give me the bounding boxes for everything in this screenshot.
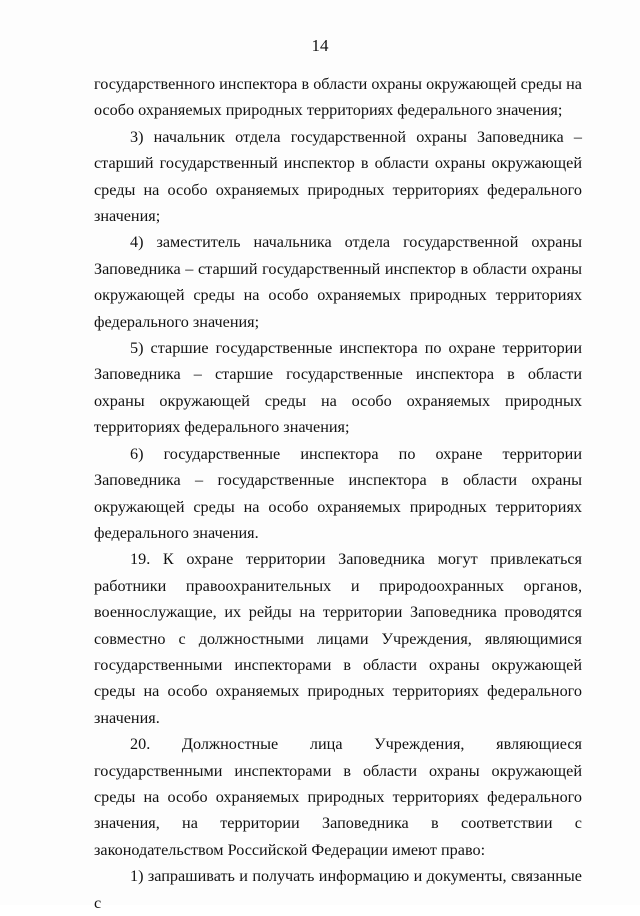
paragraph-clause-19: 19. К охране территории Заповедника могут привлекаться работники правоохранительных и природоохранных органов, военнослужащие, их рейды на территории Заповедника проводятся совместно с должностными лицами Учреждения, являющимися государственными инспекторами в области охраны окружающей среды на особо охраняемых природных территориях федерального значения. [94, 550, 582, 727]
paragraph-clause-20: 20. Должностные лица Учреждения, являющиеся государственными инспекторами в области охраны окружающей среды на особо охраняемых природных территориях федерального значения, на территории Заповедника в соответствии с законодательством Российской Федерации имеют право: [94, 735, 582, 859]
paragraph-item-3: 3) начальник отдела государственной охраны Заповедника – старший государственный инспектор в области охраны окружающей среды на особо охраняемых природных территориях федерального значения; [94, 127, 582, 226]
page-number: 14 [311, 36, 329, 55]
paragraph-subitem-1: 1) запрашивать и получать информацию и документы, связанные с [94, 867, 582, 912]
paragraph-item-4: 4) заместитель начальника отдела государственной охраны Заповедника – старший государственный инспектор в области охраны окружающей среды на особо охраняемых природных территориях федерального значения; [94, 233, 582, 331]
paragraph-item-6: 6) государственные инспектора по охране территории Заповедника – государственные инспектора в области охраны окружающей среды на особо охраняемых природных территориях федерального значения. [94, 444, 582, 542]
paragraph-item-5: 5) старшие государственные инспектора по охране территории Заповедника – старшие государственные инспектора в области охраны окружающей среды на особо охраняемых природных территориях федерального значения; [94, 339, 582, 437]
paragraph-continuation: государственного инспектора в области охраны окружающей среды на особо охраняемых природных территориях федерального значения; [94, 75, 582, 120]
document-body [94, 71, 582, 916]
